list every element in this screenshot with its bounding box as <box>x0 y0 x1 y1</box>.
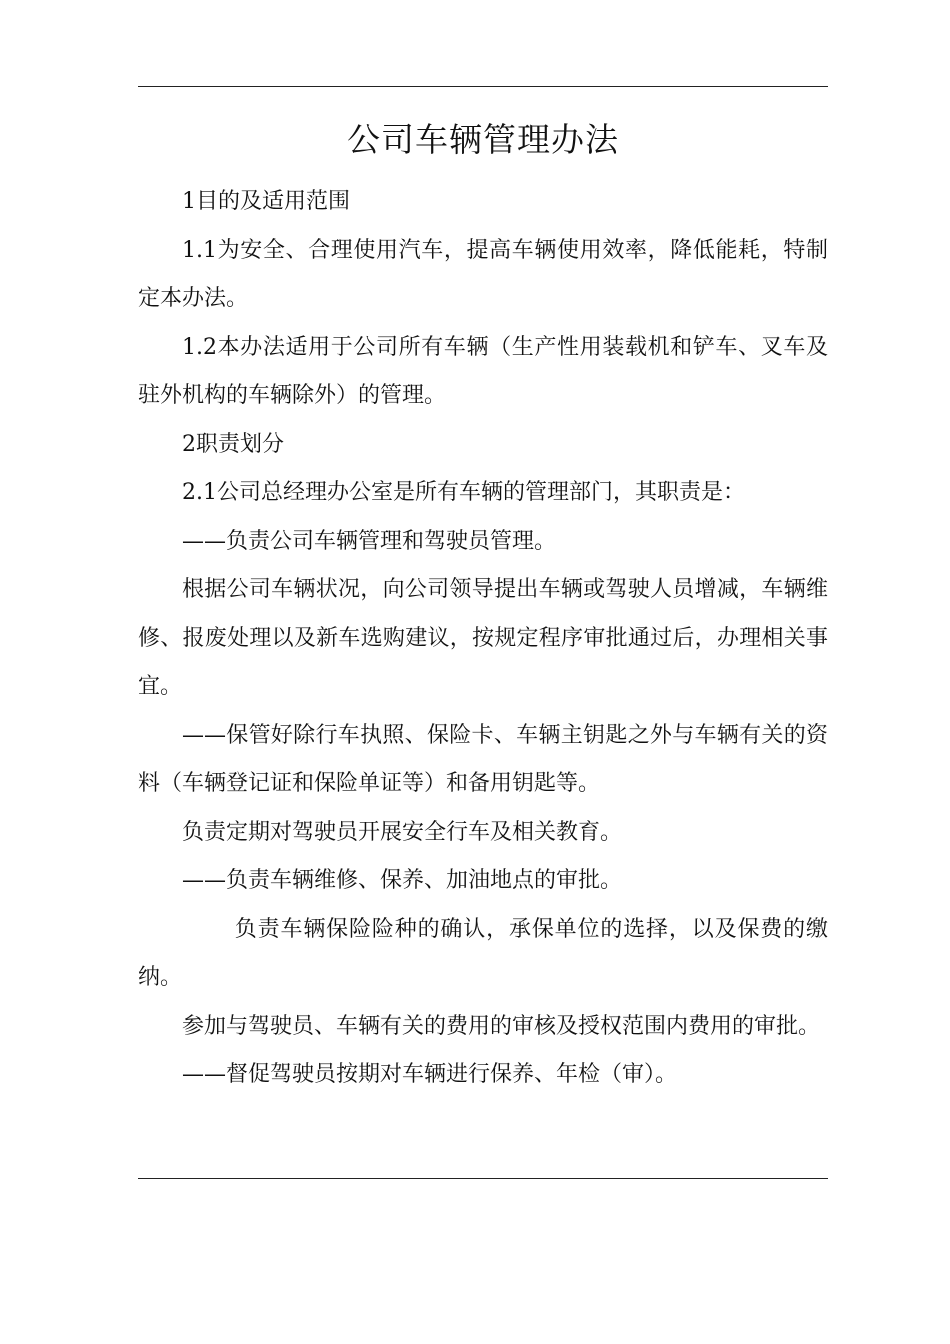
document-body <box>138 178 828 1100</box>
section-heading-2: 2职责划分 <box>182 431 284 457</box>
duty-item: ——负责车辆维修、保养、加油地点的审批。 <box>182 868 623 893</box>
header-rule <box>138 86 828 87</box>
section-heading-1: 1目的及适用范围 <box>182 189 350 214</box>
duty-item: ——负责公司车辆管理和驾驶员管理。 <box>182 528 557 554</box>
duty-item: 参加与驾驶员、车辆有关的费用的审核及授权范围内费用的审批。 <box>182 1013 821 1039</box>
duty-item: 根据公司车辆状况，向公司领导提出车辆或驾驶人员增减，车辆维修、报废处理以及新车选购建议，按规定程序审批通过后，办理相关事宜。 <box>138 577 828 699</box>
paragraph-1-1: 1.1为安全、合理使用汽车，提高车辆使用效率，降低能耗，特制定本办法。 <box>138 237 828 311</box>
footer-rule <box>138 1178 828 1179</box>
duty-item: 负责车辆保险险种的确认，承保单位的选择，以及保费的缴纳。 <box>138 916 828 990</box>
document-title: 公司车辆管理办法 <box>347 120 619 159</box>
duty-item: 负责定期对驾驶员开展安全行车及相关教育。 <box>182 819 623 845</box>
paragraph-2-1: 2.1公司总经理办公室是所有车辆的管理部门，其职责是： <box>182 480 745 505</box>
duty-item: ——督促驾驶员按期对车辆进行保养、年检（审）。 <box>182 1062 678 1087</box>
paragraph-1-2: 1.2本办法适用于公司所有车辆（生产性用装载机和铲车、叉车及驻外机构的车辆除外）的管理。 <box>138 334 828 408</box>
duty-item: ——保管好除行车执照、保险卡、车辆主钥匙之外与车辆有关的资料（车辆登记证和保险单证等）和备用钥匙等。 <box>138 722 828 796</box>
